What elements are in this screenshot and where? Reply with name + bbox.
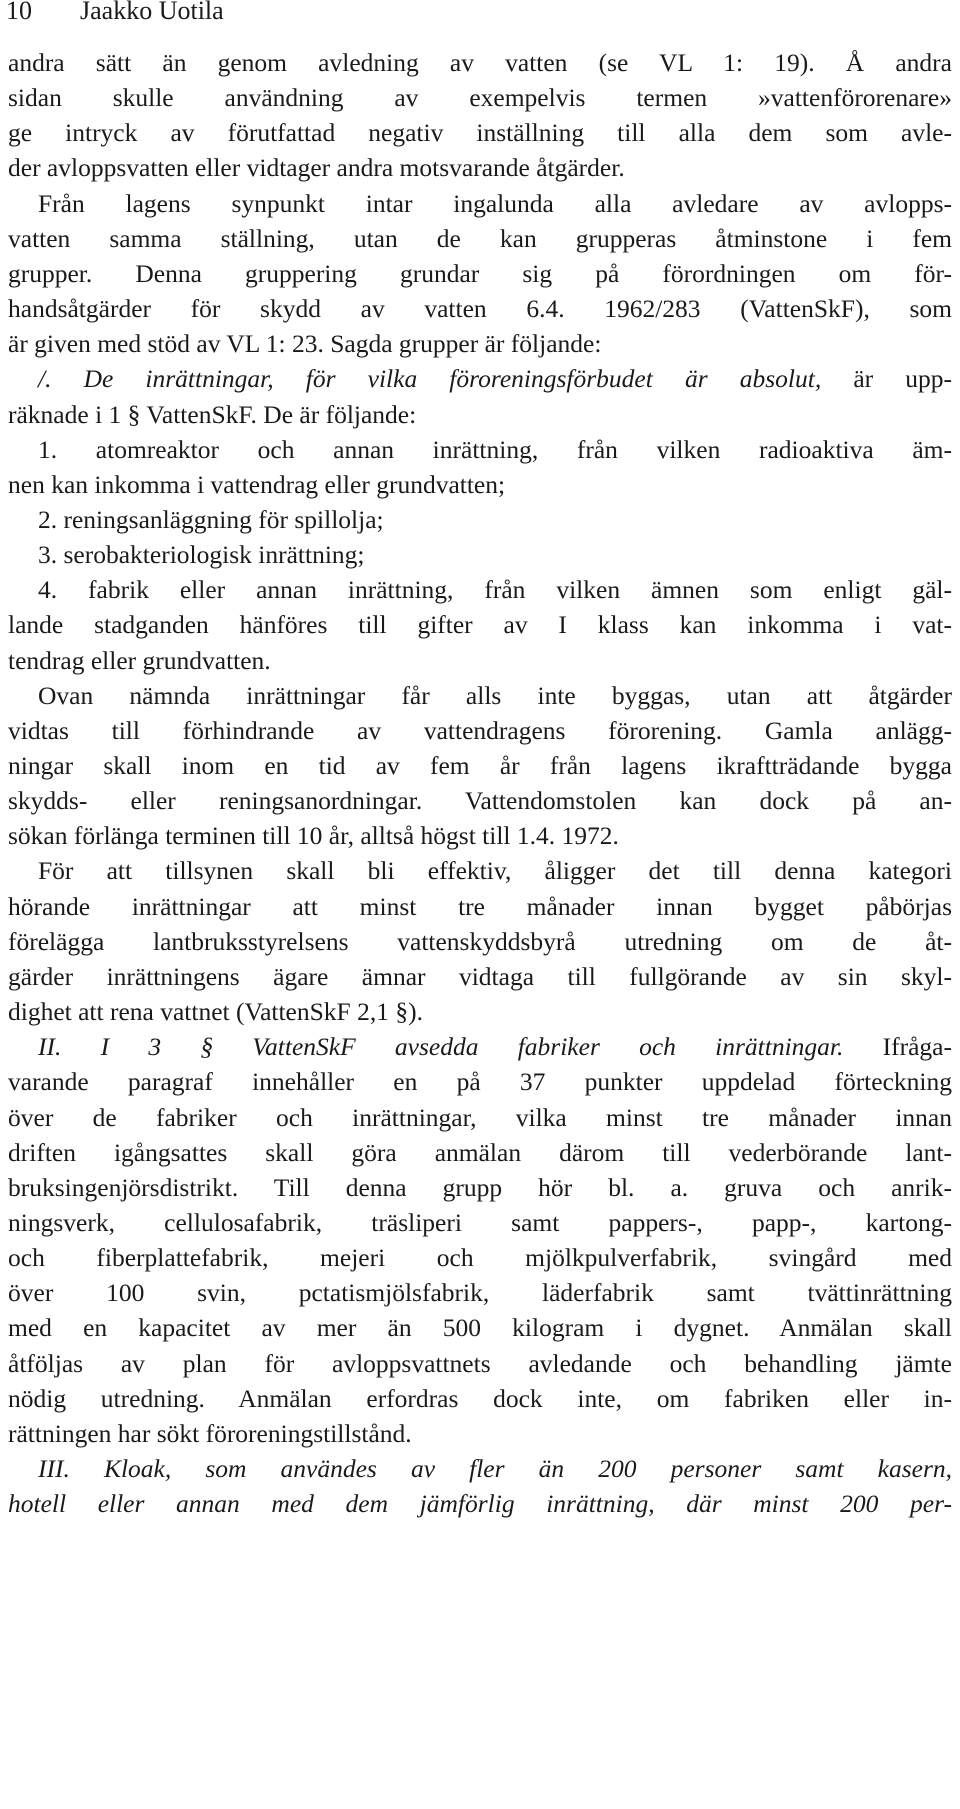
- text-line: [8, 151, 952, 185]
- text-segment: andra sätt än genom avledning av vatten (se VL 1: 19). Å andra: [8, 48, 952, 77]
- text-segment: rättningen har sökt föroreningstillstånd.: [8, 1418, 412, 1448]
- text-segment: sökan förlänga terminen till 10 år, alltså högst till 1.4. 1972.: [8, 821, 619, 851]
- text-segment: vatten samma ställning, utan de kan grupperas åtminstone i fem: [8, 223, 952, 253]
- text-line: [8, 1206, 952, 1240]
- text-segment: med en kapacitet av mer än 500 kilogram i dygnet. Anmälan skall: [8, 1313, 952, 1343]
- text-line: [8, 468, 952, 502]
- text-segment: ningsverk, cellulosafabrik, träsliperi samt pappers-, papp-, kartong-: [8, 1208, 952, 1237]
- text-line: [8, 1101, 952, 1135]
- text-line: [8, 1065, 952, 1099]
- text-line: [8, 890, 952, 924]
- text-line: [38, 503, 952, 537]
- text-segment: gärder inrättningens ägare ämnar vidtaga till fullgörande av sin skyl-: [8, 961, 952, 991]
- text-line: [8, 995, 952, 1029]
- text-line: [8, 257, 952, 291]
- text-line: [8, 644, 952, 678]
- text-line: [8, 81, 952, 115]
- text-segment: ge intryck av förutfattad negativ inställning till alla dem som avle-: [8, 118, 952, 148]
- text-segment: förelägga lantbruksstyrelsens vattenskyddsbyrå utredning om de åt-: [8, 926, 952, 956]
- text-line: [8, 925, 952, 959]
- text-segment: sidan skulle användning av exempelvis termen »vattenförorenare»: [8, 83, 952, 113]
- text-line: [8, 222, 952, 256]
- text-line: [38, 362, 952, 396]
- text-line: [38, 573, 952, 607]
- text-line: [8, 292, 952, 326]
- text-segment: varande paragraf innehåller en på 37 punkter uppdelad förteckning: [8, 1067, 952, 1097]
- text-segment: grupper. Denna gruppering grundar sig på förordningen om för-: [8, 258, 952, 288]
- text-line: [38, 854, 952, 888]
- text-line: [8, 46, 952, 80]
- text-segment: 3. serobakteriologisk inrättning;: [38, 540, 365, 570]
- text-line: [8, 1347, 952, 1381]
- text-segment: driften igångsattes skall göra anmälan därom till vederbörande lant-: [8, 1137, 952, 1167]
- text-line: [8, 819, 952, 853]
- text-line: [8, 714, 952, 748]
- text-line: [8, 398, 952, 432]
- text-line: [8, 1171, 952, 1205]
- text-segment: handsåtgärder för skydd av vatten 6.4. 1962/283 (VattenSkF), som: [8, 294, 952, 323]
- text-segment: Ovan nämnda inrättningar får alls inte byggas, utan att åtgärder: [38, 680, 952, 710]
- text-line: [8, 116, 952, 150]
- text-segment: lande stadganden hänföres till gifter av I klass kan inkomma i vat-: [8, 610, 952, 640]
- text-segment: nödig utredning. Anmälan erfordras dock inte, om fabriken eller in-: [8, 1383, 952, 1413]
- text-line: [38, 679, 952, 713]
- text-segment: vidtas till förhindrande av vattendragens förorening. Gamla anlägg-: [8, 715, 952, 745]
- text-line: [38, 1452, 952, 1486]
- text-line: [38, 433, 952, 467]
- text-segment: Ifråga-: [843, 1032, 952, 1062]
- text-line: [8, 1417, 952, 1451]
- text-line: [8, 1311, 952, 1345]
- running-header: [6, 0, 224, 26]
- text-segment: dighet att rena vattnet (VattenSkF 2,1 §).: [8, 997, 423, 1026]
- text-segment: hörande inrättningar att minst tre månader innan bygget påbörjas: [8, 891, 952, 921]
- text-segment: tendrag eller grundvatten.: [8, 645, 271, 675]
- text-segment: nen kan inkomma i vattendrag eller grundvatten;: [8, 469, 506, 499]
- text-line: [8, 1487, 952, 1521]
- text-segment: 1. atomreaktor och annan inrättning, från vilken radioaktiva äm-: [38, 434, 952, 464]
- italic-text: hotell eller annan med dem jämförlig inrättning, där minst 200 per-: [8, 1489, 952, 1519]
- text-line: [38, 538, 952, 572]
- text-segment: ningar skall inom en tid av fem år från lagens ikraftträdande bygga: [8, 751, 952, 780]
- text-segment: För att tillsynen skall bli effektiv, åligger det till denna kategori: [38, 856, 952, 886]
- text-line: [8, 749, 952, 783]
- text-line: [8, 784, 952, 818]
- italic-text: /. De inrättningar, för vilka föroreningsförbudet är absolut,: [38, 364, 822, 394]
- text-line: [8, 1382, 952, 1416]
- text-segment: åtföljas av plan för avloppsvattnets avledande och behandling jämte: [8, 1348, 952, 1378]
- author-name: Jaakko Uotila: [80, 0, 224, 25]
- text-segment: 2. reningsanläggning för spillolja;: [38, 504, 384, 534]
- page-number: 10: [6, 0, 32, 25]
- text-segment: är given med stöd av VL 1: 23. Sagda grupper är följande:: [8, 329, 602, 359]
- text-segment: är upp-: [821, 364, 952, 394]
- text-line: [38, 1030, 952, 1064]
- text-segment: skydds- eller reningsanordningar. Vattendomstolen kan dock på an-: [8, 786, 952, 816]
- text-segment: 4. fabrik eller annan inrättning, från vilken ämnen som enligt gäl-: [38, 575, 952, 605]
- text-segment: bruksingenjörsdistrikt. Till denna grupp hör bl. a. gruva och anrik-: [8, 1172, 952, 1202]
- text-line: [8, 608, 952, 642]
- text-segment: och fiberplattefabrik, mejeri och mjölkpulverfabrik, svingård med: [8, 1243, 952, 1273]
- text-line: [38, 187, 952, 221]
- text-line: [8, 327, 952, 361]
- italic-text: III. Kloak, som användes av fler än 200 personer samt kasern,: [38, 1454, 952, 1483]
- text-segment: der avloppsvatten eller vidtager andra motsvarande åtgärder.: [8, 153, 625, 183]
- text-line: [8, 1276, 952, 1310]
- text-segment: över 100 svin, pctatismjölsfabrik, läderfabrik samt tvättinrättning: [8, 1278, 952, 1308]
- italic-text: II. I 3 § VattenSkF avsedda fabriker och inrättningar.: [38, 1032, 844, 1062]
- text-segment: Från lagens synpunkt intar ingalunda alla avledare av avlopps-: [38, 188, 952, 218]
- text-segment: över de fabriker och inrättningar, vilka minst tre månader innan: [8, 1102, 952, 1132]
- text-line: [8, 960, 952, 994]
- text-segment: räknade i 1 § VattenSkF. De är följande:: [8, 399, 417, 429]
- text-line: [8, 1136, 952, 1170]
- text-line: [8, 1241, 952, 1275]
